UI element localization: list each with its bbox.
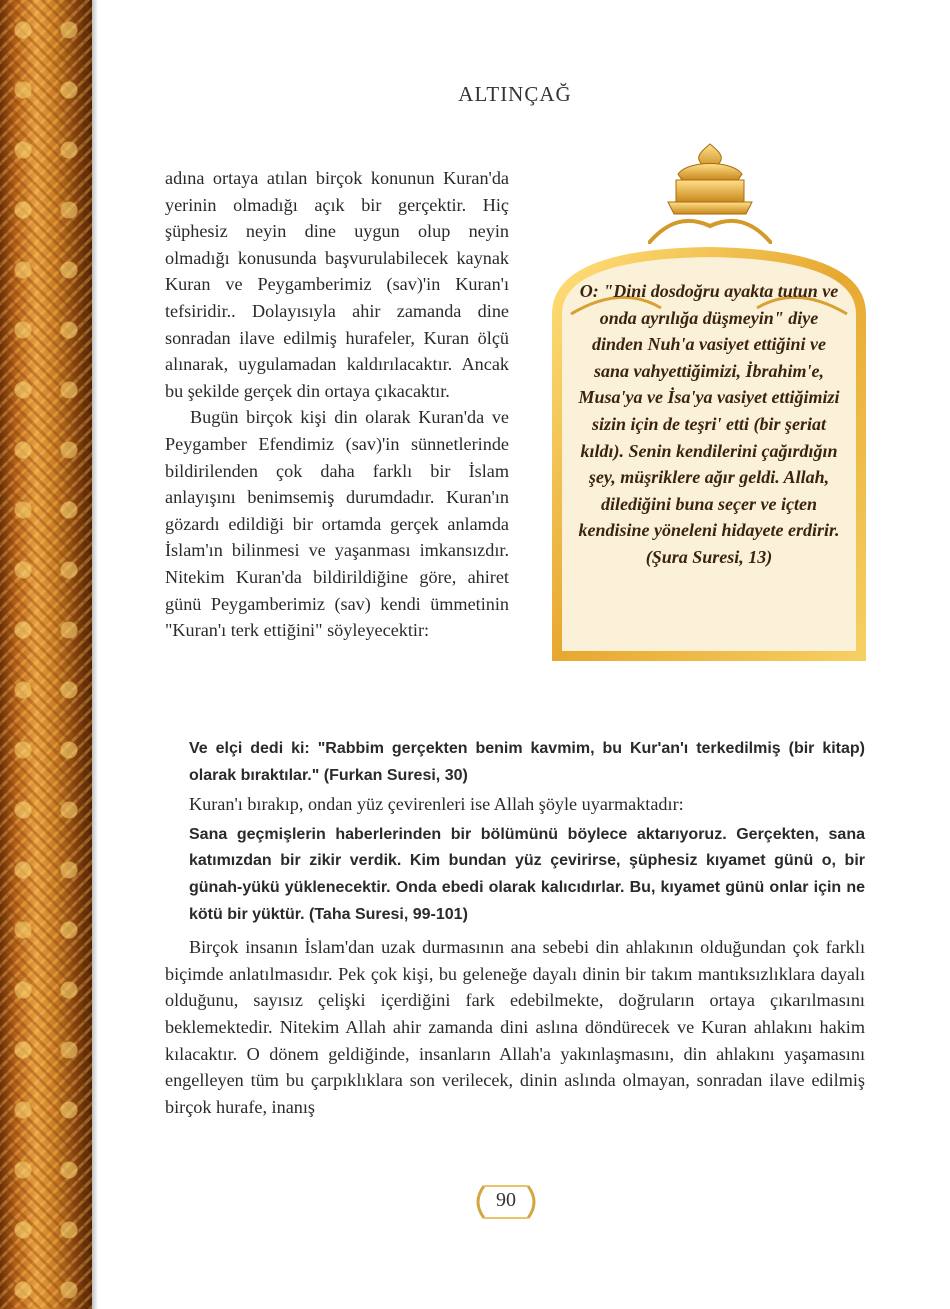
paragraph: Bugün birçok kişi din olarak Kuran'da ve Peygamber Efendimiz (sav)'in sünnetlerinde bildirilenden çok daha farklı bir İslam anlayışını benimsemiş durumdadır. Kuran'ın gözardı edildiği bir ortamda gerçek anlamda İslam'ın bilinmesi ve yaşanması imkansızdır. Nitekim Kuran'da bildirildiğine göre, ahiret günü Peygamberimiz (sav) kendi ümmetinin "Kuran'ı terk ettiğini" söyleyecektir: bbox=[165, 407, 509, 641]
paragraph: adına ortaya atılan birçok konunun Kuran'da yerinin olmadığı açık bir gerçektir. Hiç şüphesiz neyin dine uygun olup neyin olmadığı konusunda başvurulabilecek kaynak Kuran ve Peygamberimiz (sav)'in Kuran'ı tefsiridir.. Dolayısıyla ahir zamanda dine sonradan ilave edilmiş hurafeler, Kuran ölçü alınarak, uygulamadan kaldırılacaktır. Ancak bu şekilde gerçek din ortaya çıkacaktır. bbox=[165, 168, 509, 401]
quote-furkan: Ve elçi dedi ki: "Rabbim gerçekten benim kavmim, bu Kur'an'ı terkedilmiş (bir kitap) olarak bıraktılar." (Furkan Suresi, 30) bbox=[189, 740, 865, 784]
running-header: ALTINÇAĞ bbox=[458, 82, 572, 106]
page-number bbox=[470, 1180, 542, 1224]
verse-body: O: "Dini dosdoğru ayakta tutun ve onda ayrılığa düşmeyin" diye dinden Nuh'a vasiyet ettiğini ve sana vahyettiğimizi, İbrahim'e, Musa'ya ve İsa'ya vasiyet ettiğimizi sizin için de teşri' etti (bir şeriat kıldı). Senin kendilerini çağırdığın şey, müşriklere ağır geldi. Allah, dilediğini buna seçer ve içten kendisine yöneleni hidayete erdirir. bbox=[578, 281, 840, 541]
paragraph: Birçok insanın İslam'dan uzak durmasının ana sebebi din ahlakının olduğundan çok farklı biçimde anlatılmasıdır. Pek çok kişi, bu geleneğe dayalı dinin bir takım mantıksızlıklara dayalı olduğunu, sayısız çelişki içerdiğini fark edebilmekte, doğruların ortaya çıkarılmasını beklemektedir. Nitekim Allah ahir zamanda dini aslına döndürecek ve Kuran ahlakını hakim kılacaktır. O dönem geldiğinde, insanların Allah'a yakınlaşmasını, din ahlakını yaşamasını engelleyen tüm bu çarpıklıklara son verilecek, dinin aslında olmayan, sonradan ilave edilmiş birçok hurafe, inanış bbox=[165, 937, 865, 1117]
verse-source: (Şura Suresi, 13) bbox=[645, 546, 773, 567]
left-column bbox=[165, 165, 509, 644]
verse-text bbox=[575, 278, 843, 571]
quote-taha: Sana geçmişlerin haberlerinden bir bölümünü böylece aktarıyoruz. Gerçekten, sana katımızdan bir zikir verdik. Kim bundan yüz çevirirse, şüphesiz kıyamet günü o, bir günah-yükü yüklenecektir. Onda ebedi olarak kalıcıdırlar. Bu, kıyamet günü onlar için ne kötü bir yüktür. (Taha Suresi, 99-101) bbox=[189, 825, 865, 923]
crest-ornament bbox=[648, 140, 772, 244]
ornate-border bbox=[0, 0, 92, 1309]
verse-frame bbox=[551, 244, 867, 662]
page-number-text: 90 bbox=[496, 1189, 516, 1211]
paragraph: Kuran'ı bırakıp, ondan yüz çevirenleri ise Allah şöyle uyarmaktadır: bbox=[189, 794, 684, 815]
main-text bbox=[165, 736, 865, 1120]
